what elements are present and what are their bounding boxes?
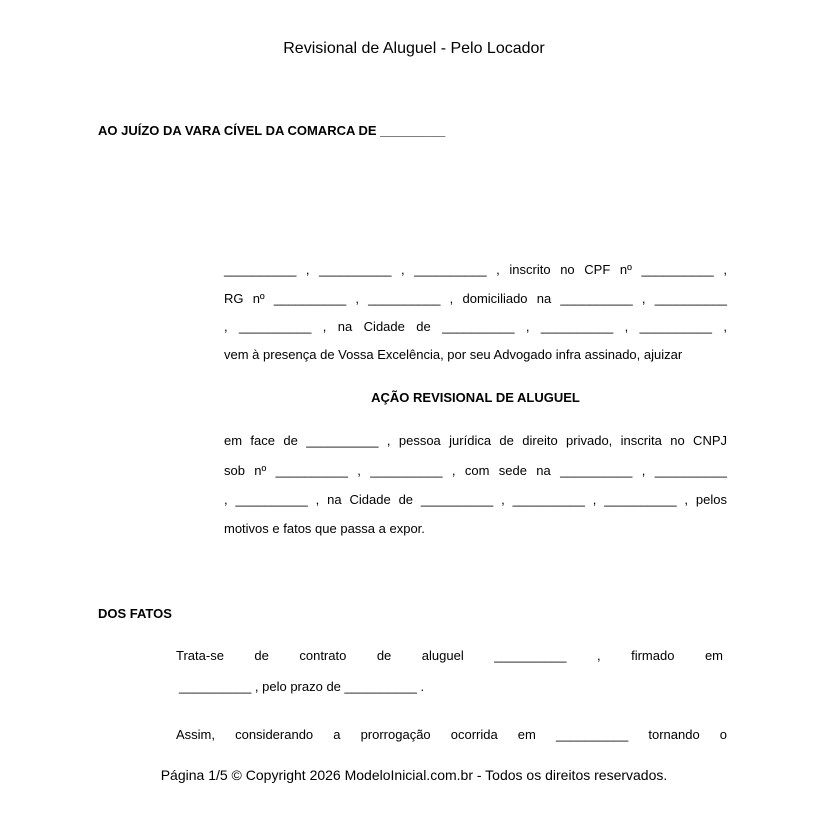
facts-line-2: __________ , pelo prazo de __________ . — [179, 679, 425, 694]
addressee-heading: AO JUÍZO DA VARA CÍVEL DA COMARCA DE _________ — [98, 123, 446, 138]
qualification-line-4: vem à presença de Vossa Excelência, por seu Advogado infra assinado, ajuizar — [224, 347, 683, 362]
qualification-line-2: RG nº __________ , __________ , domiciliado na __________ , __________ — [224, 291, 727, 306]
qualification-line-1: __________ , __________ , __________ , inscrito no CPF nº __________ , — [224, 262, 727, 277]
defendant-line-4: motivos e fatos que passa a expor. — [224, 521, 425, 536]
page-footer: Página 1/5 © Copyright 2026 ModeloInicial.com.br - Todos os direitos reservados. — [160, 767, 668, 783]
page-header-title: Revisional de Aluguel - Pelo Locador — [283, 40, 545, 57]
facts-line-1: Trata-se de contrato de aluguel __________ , firmado em — [176, 648, 723, 663]
action-title: AÇÃO REVISIONAL DE ALUGUEL — [371, 390, 580, 405]
facts-line-3: Assim, considerando a prorrogação ocorrida em __________ tornando o — [176, 727, 727, 742]
facts-section-title: DOS FATOS — [98, 606, 172, 621]
defendant-line-1: em face de __________ , pessoa jurídica de direito privado, inscrita no CNPJ — [224, 433, 727, 448]
qualification-line-3: , __________ , na Cidade de __________ , __________ , __________ , — [224, 319, 727, 334]
defendant-line-3: , __________ , na Cidade de __________ , __________ , __________ , pelos — [224, 492, 727, 507]
defendant-line-2: sob nº __________ , __________ , com sede na __________ , __________ — [224, 463, 727, 478]
